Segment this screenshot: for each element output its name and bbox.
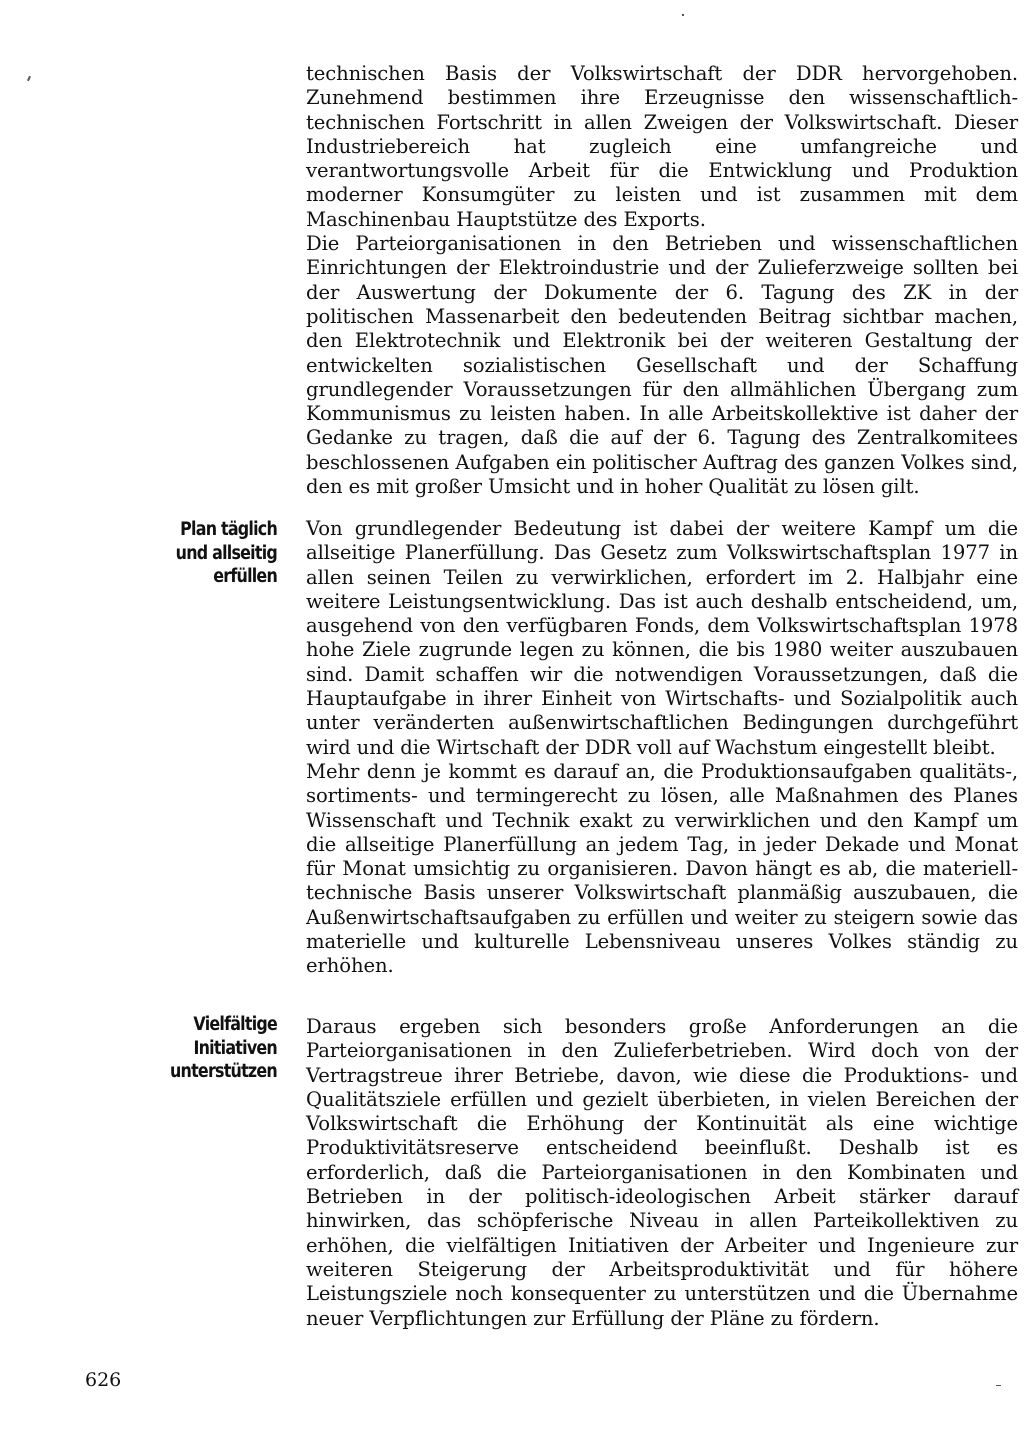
paragraph: Mehr denn je kommt es darauf an, die Produktionsaufgaben qualitäts-, sortiments- und termingerecht zu lösen, alle Maßnahmen des Planes Wissenschaft und Technik exakt zu verwirklichen und den Kampf um die allseitige Planerfüllung an jedem Tag, in jeder Dekade und Monat für Monat umsichtig zu organisieren. Davon hängt es ab, die materiell-technische Basis unserer Volkswirtschaft planmäßig auszubauen, die Außenwirtschaftsaufgaben zu erfüllen und weiter zu steigern sowie das materielle und kulturelle Lebensniveau unseres Volkes ständig zu erhöhen.: [306, 759, 1018, 978]
paragraph: Von grundlegender Bedeutung ist dabei der weitere Kampf um die allseitige Planerfüllung. Das Gesetz zum Volkswirtschaftsplan 1977 in allen seinen Teilen zu verwirklichen, erfordert im 2. Halbjahr eine weitere Leistungsentwicklung. Das ist auch deshalb entscheidend, um, ausgehend von den verfügbaren Fonds, dem Volkswirtschaftsplan 1978 hohe Ziele zugrunde legen zu können, die bis 1980 weiter auszubauen sind. Damit schaffen wir die notwendigen Voraussetzungen, daß die Hauptaufgabe in ihrer Einheit von Wirtschafts- und Sozialpolitik auch unter veränderten außenwirtschaftlichen Bedingungen durchgeführt wird und die Wirtschaft der DDR voll auf Wachstum eingestellt bleibt.: [306, 517, 1018, 759]
paragraph: Daraus ergeben sich besonders große Anforderungen an die Parteiorganisationen in den Zulieferbetrieben. Wird doch von der Vertragstreue ihrer Betriebe, davon, wie diese die Produktions- und Qualitätsziele erfüllen und gezielt überbieten, in vielen Bereichen der Volkswirtschaft die Erhöhung der Kontinuität als eine wichtige Produktivitätsreserve entscheidend beeinflußt. Deshalb ist es erforderlich, daß die Parteiorganisationen in den Kombinaten und Betrieben in der politisch-ideologischen Arbeit stärker darauf hinwirken, das schöpferische Niveau in allen Parteikollektiven zu erhöhen, die vielfältigen Initiativen der Arbeiter und Ingenieure zur weiteren Steigerung der Arbeitsproduktivität und für höhere Leistungsziele noch konsequenter zu unterstützen und die Übernahme neuer Verpflichtungen zur Erfüllung der Pläne zu fördern.: [306, 1015, 1018, 1330]
scan-speck: [996, 1385, 1001, 1386]
margin-heading-initiativen: [168, 1013, 277, 1084]
margin-heading-line: Vielfältige: [193, 1014, 277, 1035]
scan-speck: [27, 76, 31, 81]
margin-heading-plan: [168, 518, 277, 589]
margin-heading-line: unterstützen: [169, 1061, 277, 1082]
margin-heading-line: erfüllen: [213, 566, 277, 587]
margin-heading-line: Plan täglich: [180, 519, 277, 540]
scan-speck: [682, 14, 684, 16]
paragraph: Die Parteiorganisationen in den Betrieben und wissenschaftlichen Einrichtungen der Elektroindustrie und der Zulieferzweige sollten bei der Auswertung der Dokumente der 6. Tagung des ZK in der politischen Massenarbeit den bedeutenden Beitrag sichtbar machen, den Elektrotechnik und Elektronik bei der weiteren Gestaltung der entwickelten sozialistischen Gesellschaft und der Schaffung grundlegender Voraussetzungen für den allmählichen Übergang zum Kommunismus zu leisten haben. In alle Arbeitskollektive ist daher der Gedanke zu tragen, daß die auf der 6. Tagung des Zentralkomitees beschlossenen Aufgaben ein politischer Auftrag des ganzen Volkes sind, den es mit großer Umsicht und in hoher Qualität zu lösen gilt.: [306, 232, 1018, 499]
section-initiativen: [306, 1015, 1018, 1331]
section-intro: [306, 62, 1018, 499]
paragraph: technischen Basis der Volkswirtschaft der DDR hervorgehoben. Zunehmend bestimmen ihre Erzeugnisse den wissenschaftlich-technischen Fortschritt in allen Zweigen der Volkswirtschaft. Dieser Industriebereich hat zugleich eine umfangreiche und verantwortungsvolle Arbeit für die Entwicklung und Produktion moderner Konsumgüter zu leisten und ist zusammen mit dem Maschinenbau Hauptstütze des Exports.: [306, 62, 1018, 231]
margin-heading-line: und allseitig: [175, 542, 277, 564]
page-number: 626: [85, 1369, 122, 1391]
section-plan: [306, 517, 1018, 979]
margin-heading-line: Initiativen: [193, 1037, 277, 1059]
